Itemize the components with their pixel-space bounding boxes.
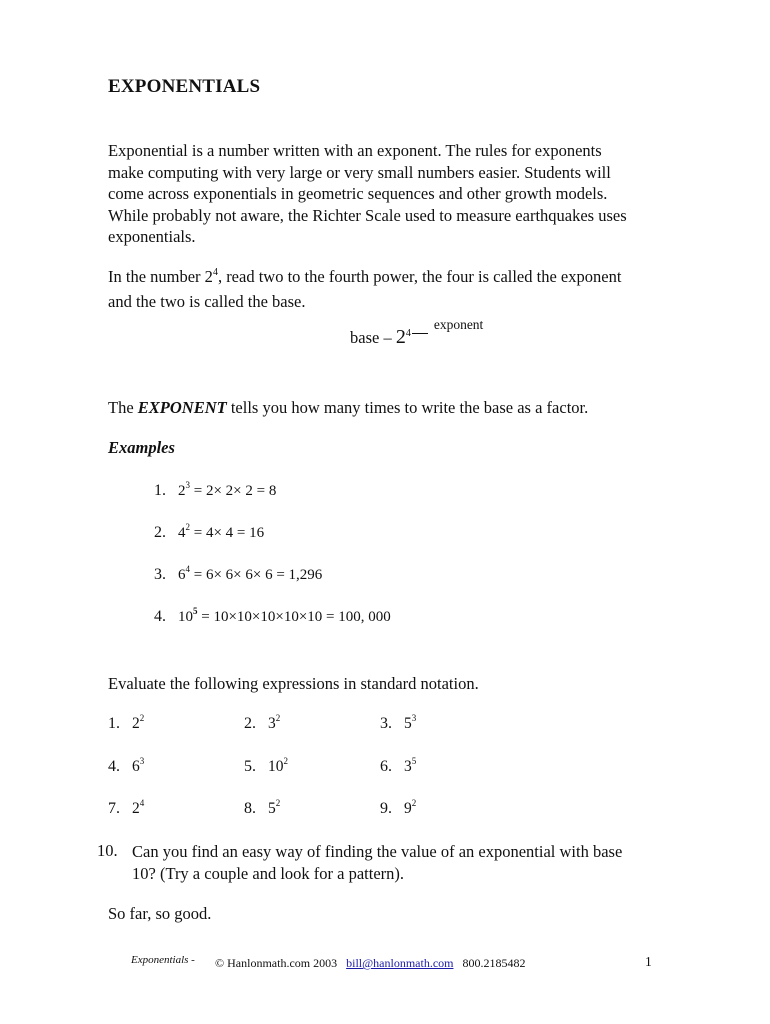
problem-item: 1. $2^2$	[108, 713, 145, 732]
problem-item: 7. $2^4$	[108, 798, 145, 817]
number-paragraph	[108, 266, 708, 312]
example-item: 1. $2^3 = 2\times 2\times 2 = 8$	[154, 480, 277, 499]
problem-item: 9. $9^2$	[380, 798, 417, 817]
page-title: EXPONENTIALS	[108, 76, 261, 97]
footer-copyright: © Hanlonmath.com 2003	[215, 956, 338, 970]
exponent-sentence: The EXPONENT tells you how many times to write the base as a factor.	[108, 398, 589, 417]
number-line-1: In the number $2^4$, read two to the fourth power, the four is called the exponent	[108, 267, 622, 286]
diagram-exponent: 4	[405, 328, 411, 339]
page-number: 1	[645, 954, 652, 969]
number-line-2: and the two is called the base.	[108, 291, 306, 311]
example-item: 2. $4^2 = 4\times 4 = 16$	[154, 522, 265, 541]
base-exponent-diagram	[350, 317, 484, 349]
problem-item: 8. $5^2$	[244, 798, 281, 817]
examples-heading: Examples	[108, 438, 175, 457]
problem-item: 2. $3^2$	[244, 713, 281, 732]
problem-item: 3. $5^3$	[380, 713, 417, 732]
footer-phone: 800.2185482	[462, 956, 526, 970]
footer-doc-title: Exponentials -	[131, 954, 195, 966]
question-10-text: Can you find an easy way of finding the value of an exponential with base 10? (Try a couple and look for a pattern).	[132, 842, 623, 883]
intro-line: While probably not aware, the Richter Scale used to measure earthquakes uses	[108, 205, 627, 225]
question-10-number: 10.	[97, 841, 118, 860]
intro-line: exponentials.	[108, 227, 196, 246]
intro-paragraph	[108, 140, 708, 248]
footer-email-link[interactable]: bill@hanlonmath.com	[346, 956, 454, 970]
exponent-label: exponent	[433, 317, 484, 332]
arrow-icon	[412, 333, 428, 334]
intro-line: Exponential is a number written with an exponent. The rules for exponents	[108, 141, 602, 160]
intro-line: make computing with very large or very small numbers easier. Students will	[108, 162, 611, 182]
footer-info	[215, 956, 525, 971]
example-item: 4. $10^5 = 10\times 10\times 10\times 10\times 10 = 100$, 000	[154, 606, 391, 625]
problem-item: 5. $10^2$	[244, 756, 288, 775]
evaluate-prompt: Evaluate the following expressions in standard notation.	[108, 674, 479, 693]
intro-line: come across exponentials in geometric sequences and other growth models.	[108, 184, 608, 203]
problem-item: 6. $3^5$	[380, 756, 417, 775]
closing-text: So far, so good.	[108, 904, 212, 923]
diagram-base: 2	[395, 326, 406, 348]
base-label: base –	[350, 328, 392, 347]
problem-item: 4. $6^3$	[108, 756, 145, 775]
example-item: 3. $6^4 = 6\times 6\times 6\times 6 = 1,296$	[154, 564, 323, 583]
exponent-emphasis: EXPONENT	[137, 398, 227, 417]
